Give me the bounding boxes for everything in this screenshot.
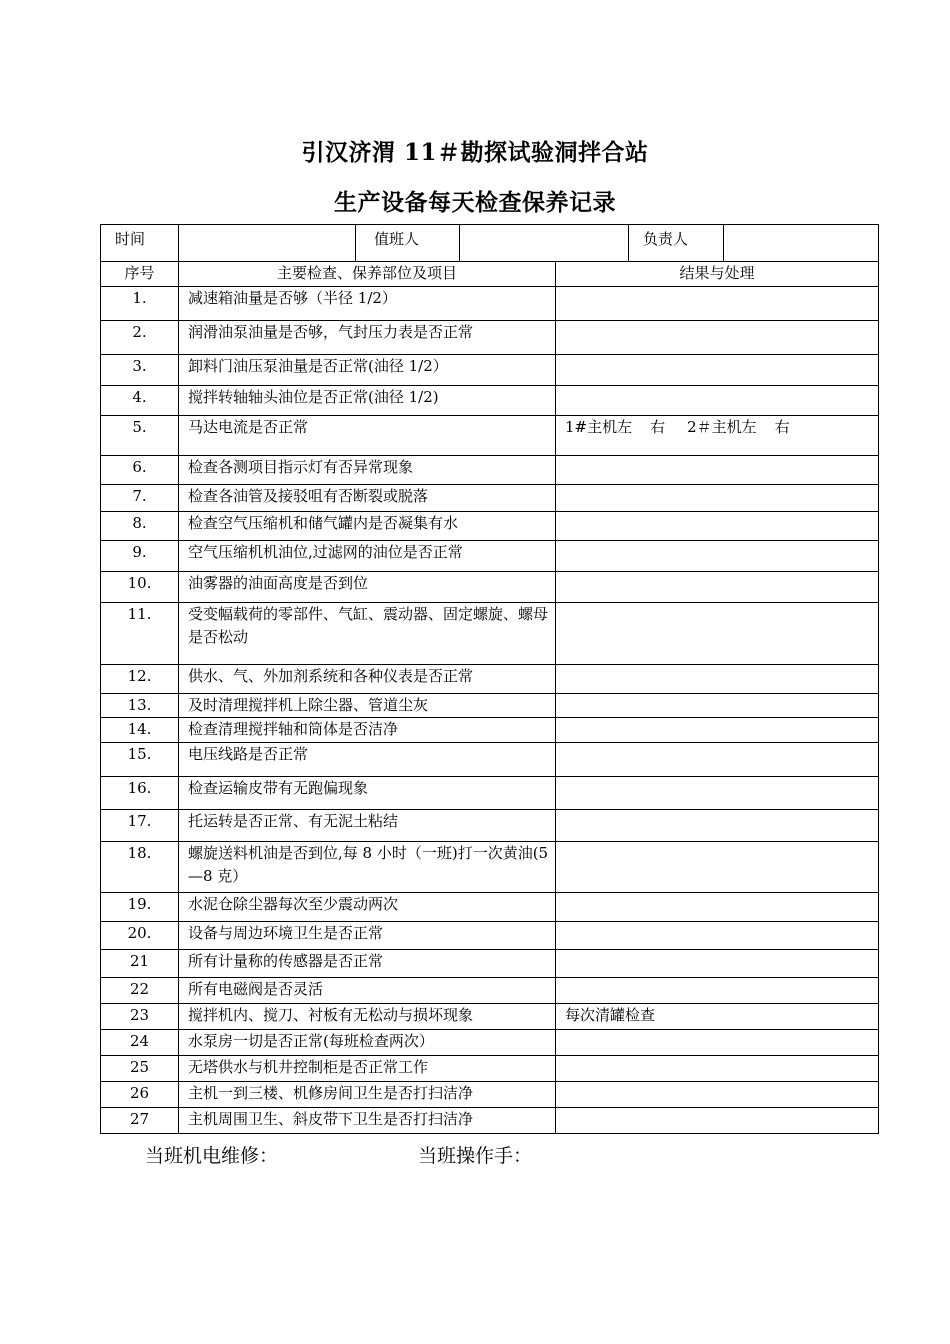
row-item: 润滑油泵油量是否够，气封压力表是否正常: [179, 321, 556, 355]
row-item: 检查空气压缩机和储气罐内是否凝集有水: [179, 512, 556, 541]
table-row: [101, 777, 879, 810]
row-number: 23: [101, 1004, 179, 1030]
row-result[interactable]: [556, 694, 879, 718]
row-number: 17.: [101, 810, 179, 842]
row-number: 12.: [101, 665, 179, 694]
responsible-field[interactable]: [724, 225, 879, 262]
row-number: 19.: [101, 893, 179, 922]
operator-signature-label: 当班操作手：: [418, 1145, 533, 1167]
row-result[interactable]: [556, 777, 879, 810]
table-row: [101, 950, 879, 978]
table-row: [101, 1004, 879, 1030]
row-item: 螺旋送料机油是否到位,每 8 小时（一班)打一次黄油(5—8 克）: [179, 842, 556, 893]
row-result[interactable]: [556, 1056, 879, 1082]
row-result[interactable]: [556, 1082, 879, 1108]
table-row: [101, 978, 879, 1004]
col-no-header: 序号: [101, 262, 179, 287]
row-result[interactable]: [556, 456, 879, 485]
table-row: [101, 893, 879, 922]
row-result[interactable]: [556, 893, 879, 922]
table-row: [101, 287, 879, 321]
row-item: 空气压缩机机油位,过滤网的油位是否正常: [179, 541, 556, 572]
row-item: 水泵房一切是否正常(每班检查两次）: [179, 1030, 556, 1056]
row-result[interactable]: [556, 485, 879, 512]
row-item: 检查各油管及接驳咀有否断裂或脱落: [179, 485, 556, 512]
row-item: 检查运输皮带有无跑偏现象: [179, 777, 556, 810]
table-row: [101, 694, 879, 718]
table-row: [101, 456, 879, 485]
inspection-table: [100, 224, 879, 1134]
responsible-label: 负责人: [629, 225, 724, 262]
row-result[interactable]: [556, 603, 879, 665]
row-item: 卸料门油压泵油量是否正常(油径 1/2）: [179, 355, 556, 386]
row-result[interactable]: [556, 665, 879, 694]
row-number: 27: [101, 1108, 179, 1134]
table-row: [101, 810, 879, 842]
row-item: 检查各测项目指示灯有否异常现象: [179, 456, 556, 485]
duty-label: 值班人: [356, 225, 460, 262]
row-item: 受变幅载荷的零部件、气缸、震动器、固定螺旋、螺母是否松动: [179, 603, 556, 665]
row-item: 减速箱油量是否够（半径 1/2）: [179, 287, 556, 321]
row-item: 水泥仓除尘器每次至少震动两次: [179, 893, 556, 922]
motor-current-label: 2＃主机左: [687, 418, 757, 436]
row-result[interactable]: [556, 718, 879, 743]
row-result[interactable]: [556, 950, 879, 978]
row-number: 22: [101, 978, 179, 1004]
time-label: 时间: [101, 225, 179, 262]
row-item: 主机一到三楼、机修房间卫生是否打扫洁净: [179, 1082, 556, 1108]
row-number: 6.: [101, 456, 179, 485]
table-row: [101, 541, 879, 572]
row-item: 主机周围卫生、斜皮带下卫生是否打扫洁净: [179, 1108, 556, 1134]
row-number: 8.: [101, 512, 179, 541]
row-number: 15.: [101, 743, 179, 777]
row-number: 2.: [101, 321, 179, 355]
row-number: 20.: [101, 922, 179, 950]
row-item: 检查清理搅拌轴和筒体是否洁净: [179, 718, 556, 743]
row-result[interactable]: [556, 1108, 879, 1134]
row-item: 马达电流是否正常: [179, 416, 556, 456]
row-number: 5.: [101, 416, 179, 456]
row-number: 4.: [101, 386, 179, 416]
row-result[interactable]: [556, 922, 879, 950]
table-row: [101, 512, 879, 541]
table-row: [101, 1030, 879, 1056]
duty-field[interactable]: [460, 225, 629, 262]
row-result[interactable]: [556, 541, 879, 572]
row-result[interactable]: [556, 572, 879, 603]
table-row: [101, 355, 879, 386]
row-result[interactable]: [556, 287, 879, 321]
row-number: 7.: [101, 485, 179, 512]
row-number: 14.: [101, 718, 179, 743]
table-row: [101, 416, 879, 456]
row-number: 1.: [101, 287, 179, 321]
row-item: 托运转是否正常、有无泥土粘结: [179, 810, 556, 842]
row-item: 所有计量称的传感器是否正常: [179, 950, 556, 978]
row-number: 16.: [101, 777, 179, 810]
row-result[interactable]: [556, 743, 879, 777]
row-number: 21: [101, 950, 179, 978]
row-item: 搅拌机内、搅刀、衬板有无松动与损坏现象: [179, 1004, 556, 1030]
row-result[interactable]: [556, 386, 879, 416]
row-number: 24: [101, 1030, 179, 1056]
table-row: [101, 1082, 879, 1108]
row-result[interactable]: [556, 355, 879, 386]
row-item: 所有电磁阀是否灵活: [179, 978, 556, 1004]
table-row: [101, 1108, 879, 1134]
row-result[interactable]: [556, 1030, 879, 1056]
table-row: [101, 665, 879, 694]
row-result[interactable]: [556, 416, 879, 456]
row-number: 9.: [101, 541, 179, 572]
row-number: 26: [101, 1082, 179, 1108]
document-title: 引汉济渭 11＃勘探试验洞拌合站: [301, 139, 649, 166]
table-row: [101, 922, 879, 950]
row-result[interactable]: [556, 842, 879, 893]
table-row: [101, 718, 879, 743]
table-row: [101, 485, 879, 512]
row-number: 10.: [101, 572, 179, 603]
row-result[interactable]: [556, 512, 879, 541]
row-number: 25: [101, 1056, 179, 1082]
row-item: 供水、气、外加剂系统和各种仪表是否正常: [179, 665, 556, 694]
table-row: [101, 386, 879, 416]
row-number: 11.: [101, 603, 179, 665]
table-row: [101, 572, 879, 603]
row-item: 无塔供水与机井控制柜是否正常工作: [179, 1056, 556, 1082]
row-item: 及时清理搅拌机上除尘器、管道尘灰: [179, 694, 556, 718]
row-result[interactable]: [556, 321, 879, 355]
row-item: 设备与周边环境卫生是否正常: [179, 922, 556, 950]
row-number: 13.: [101, 694, 179, 718]
motor-current-label: 右: [774, 418, 790, 436]
table-row: [101, 321, 879, 355]
row-item: 油雾器的油面高度是否到位: [179, 572, 556, 603]
row-number: 18.: [101, 842, 179, 893]
row-item: 搅拌转轴轴头油位是否正常(油径 1/2): [179, 386, 556, 416]
motor-current-label: 右: [650, 418, 666, 436]
table-row: [101, 1056, 879, 1082]
time-field[interactable]: [179, 225, 356, 262]
row-result[interactable]: [556, 978, 879, 1004]
table-row: [101, 743, 879, 777]
motor-current-label: 1#主机左: [565, 418, 633, 436]
col-result-header: 结果与处理: [556, 262, 879, 287]
row-result[interactable]: 每次清罐检查: [556, 1004, 879, 1030]
table-row: [101, 842, 879, 893]
col-item-header: 主要检查、保养部位及项目: [179, 262, 556, 287]
electrician-signature-label: 当班机电维修：: [145, 1145, 279, 1167]
row-item: 电压线路是否正常: [179, 743, 556, 777]
document-subtitle: 生产设备每天检查保养记录: [334, 189, 616, 216]
row-result[interactable]: [556, 810, 879, 842]
row-number: 3.: [101, 355, 179, 386]
table-row: [101, 603, 879, 665]
